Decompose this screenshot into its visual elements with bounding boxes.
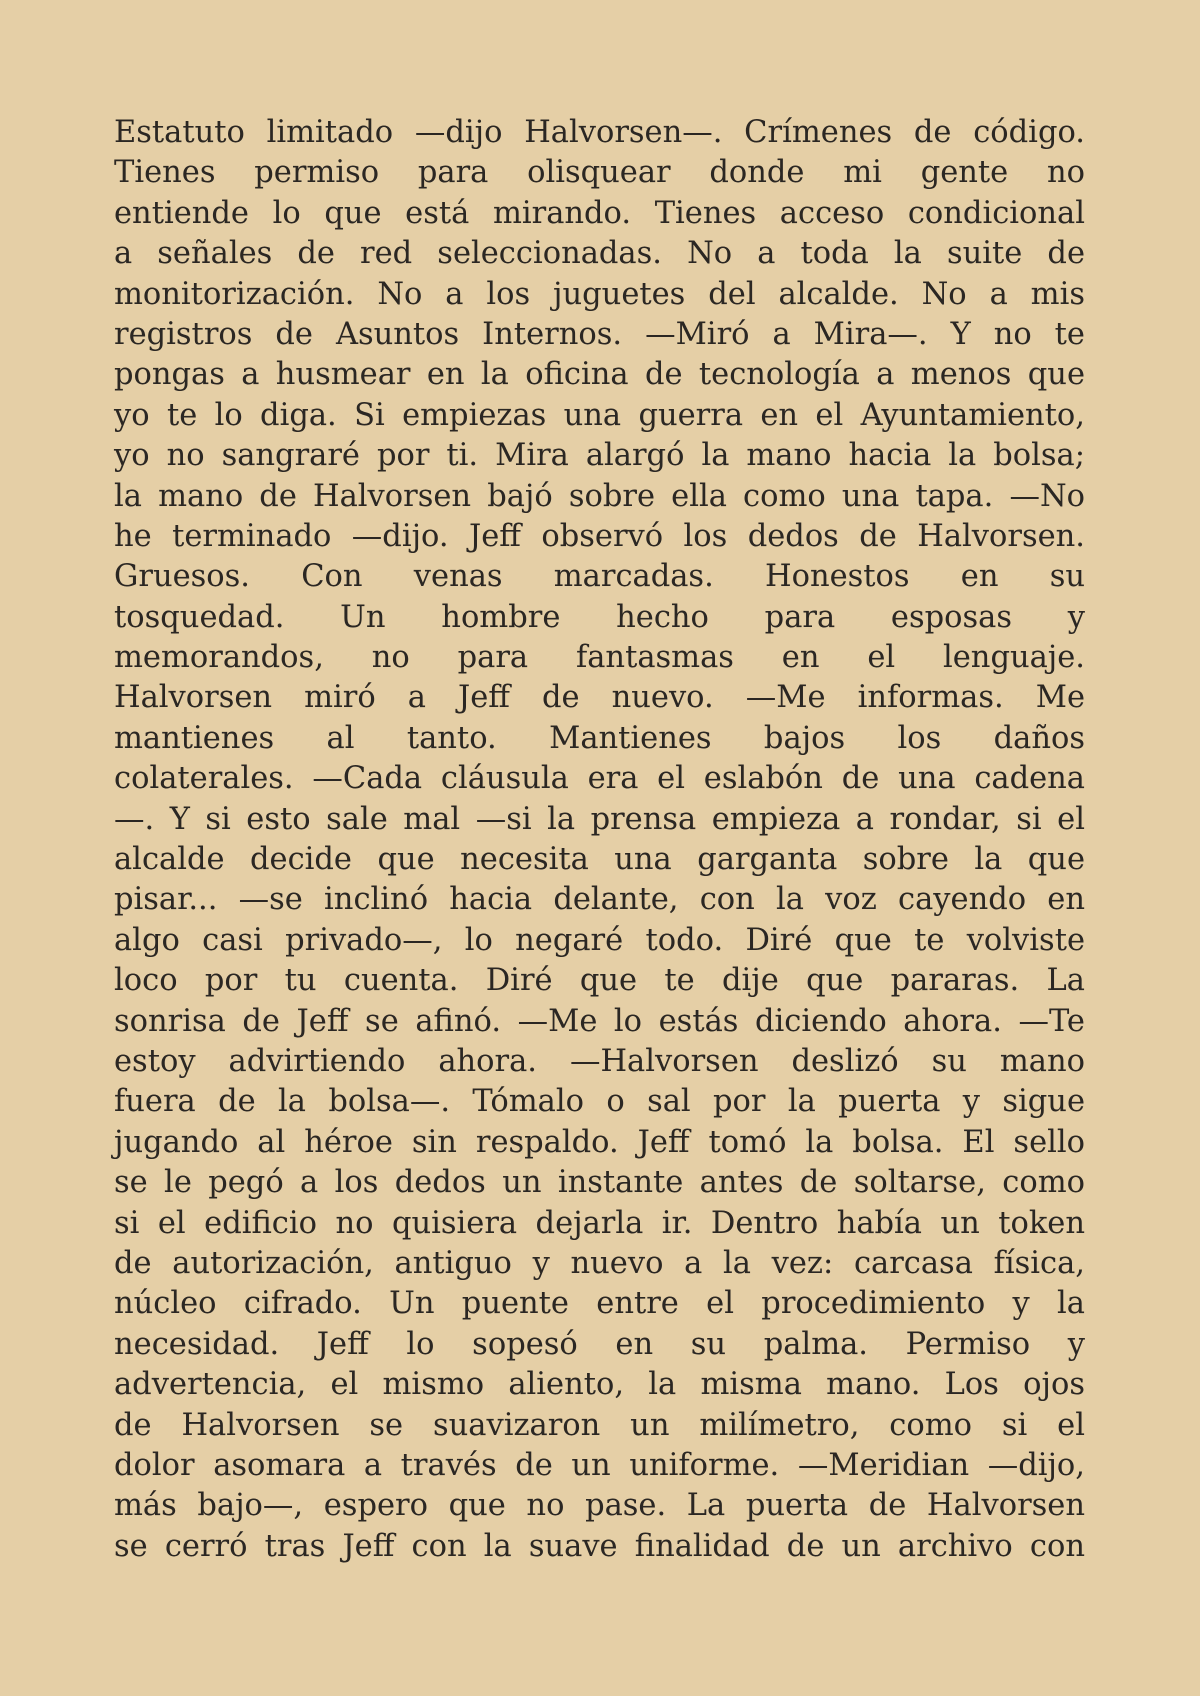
- text-line: entiende lo que está mirando. Tienes acceso condicional: [114, 195, 1085, 231]
- text-line: —. Y si esto sale mal —si la prensa empieza a rondar, si el: [114, 801, 1085, 837]
- text-line: Tienes permiso para olisquear donde mi gente no: [114, 155, 1085, 191]
- text-line: se cerró tras Jeff con la suave finalidad de un archivo con: [114, 1528, 1085, 1564]
- text-line: tosquedad. Un hombre hecho para esposas y: [114, 599, 1085, 635]
- text-line: de Halvorsen se suavizaron un milímetro, como si el: [114, 1407, 1085, 1443]
- text-line: pisar... —se inclinó hacia delante, con la voz cayendo en: [114, 882, 1085, 918]
- text-line: yo no sangraré por ti. Mira alargó la mano hacia la bolsa;: [114, 438, 1085, 474]
- text-line: yo te lo diga. Si empiezas una guerra en el Ayuntamiento,: [114, 397, 1085, 433]
- text-line: jugando al héroe sin respaldo. Jeff tomó la bolsa. El sello: [114, 1124, 1085, 1160]
- text-line: fuera de la bolsa—. Tómalo o sal por la puerta y sigue: [114, 1084, 1085, 1120]
- text-line: colaterales. —Cada cláusula era el eslabón de una cadena: [114, 761, 1085, 797]
- text-line: necesidad. Jeff lo sopesó en su palma. Permiso y: [114, 1326, 1085, 1362]
- text-line: Estatuto limitado —dijo Halvorsen—. Crímenes de código.: [114, 115, 1085, 150]
- text-line: Halvorsen miró a Jeff de nuevo. —Me informas. Me: [114, 680, 1085, 716]
- text-line: sonrisa de Jeff se afinó. —Me lo estás diciendo ahora. —Te: [114, 1003, 1085, 1039]
- text-line: advertencia, el mismo aliento, la misma mano. Los ojos: [114, 1367, 1085, 1403]
- text-line: mantienes al tanto. Mantienes bajos los daños: [114, 720, 1085, 756]
- text-line: algo casi privado—, lo negaré todo. Diré que te volviste: [114, 922, 1085, 958]
- text-line: loco por tu cuenta. Diré que te dije que pararas. La: [114, 963, 1085, 999]
- body-text: [114, 113, 1085, 1567]
- text-line: de autorización, antiguo y nuevo a la vez: carcasa física,: [114, 1245, 1085, 1281]
- text-line: alcalde decide que necesita una garganta sobre la que: [114, 842, 1085, 878]
- text-line: Gruesos. Con venas marcadas. Honestos en su: [114, 559, 1085, 595]
- text-line: se le pegó a los dedos un instante antes de soltarse, como: [114, 1165, 1085, 1201]
- text-line: la mano de Halvorsen bajó sobre ella como una tapa. —No: [114, 478, 1085, 514]
- text-line: registros de Asuntos Internos. —Miró a Mira—. Y no te: [114, 316, 1085, 352]
- text-line: monitorización. No a los juguetes del alcalde. No a mis: [114, 276, 1085, 312]
- text-line: si el edificio no quisiera dejarla ir. Dentro había un token: [114, 1205, 1085, 1241]
- text-line: memorandos, no para fantasmas en el lenguaje.: [114, 640, 1085, 676]
- text-line: núcleo cifrado. Un puente entre el procedimiento y la: [114, 1286, 1085, 1322]
- text-line: pongas a husmear en la oficina de tecnología a menos que: [114, 357, 1085, 393]
- text-line: a señales de red seleccionadas. No a toda la suite de: [114, 236, 1085, 272]
- text-line: estoy advirtiendo ahora. —Halvorsen deslizó su mano: [114, 1043, 1085, 1079]
- text-line: dolor asomara a través de un uniforme. —Meridian —dijo,: [114, 1447, 1085, 1483]
- text-line: más bajo—, espero que no pase. La puerta de Halvorsen: [114, 1488, 1085, 1524]
- text-line: he terminado —dijo. Jeff observó los dedos de Halvorsen.: [114, 518, 1085, 554]
